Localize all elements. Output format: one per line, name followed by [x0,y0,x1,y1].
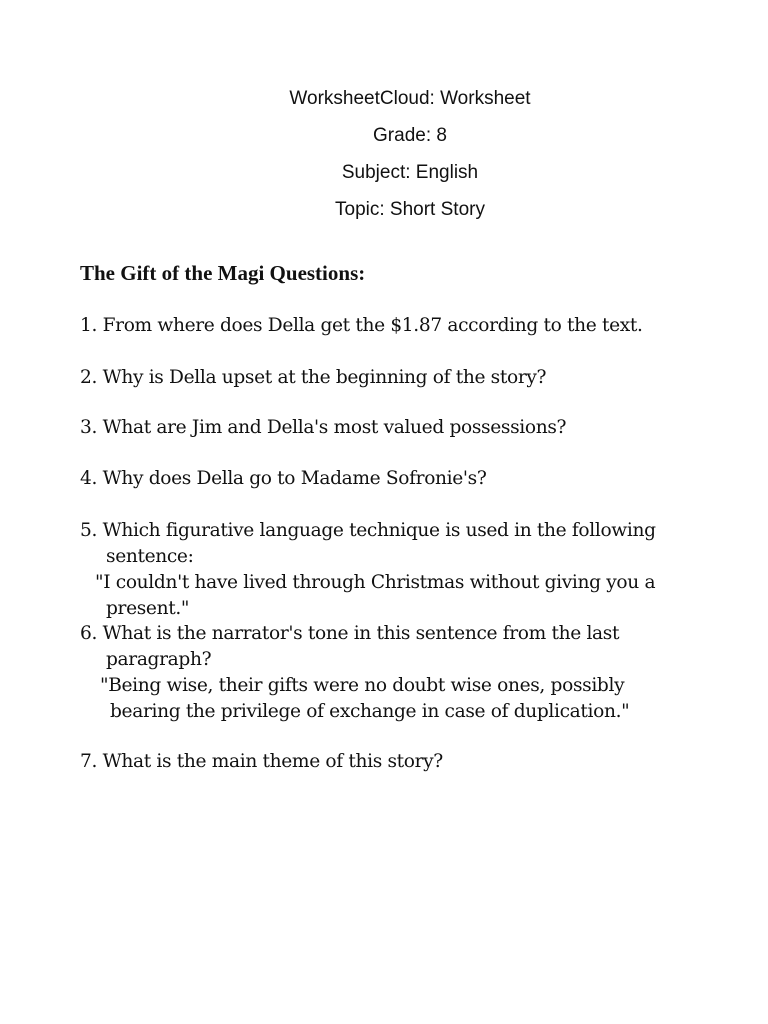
worksheet-header-title: WorksheetCloud: Worksheet [289,88,531,109]
topic-label: Topic: Short Story [335,199,485,220]
worksheet-heading: The Gift of the Magi Questions: [80,261,366,285]
question-6-quote-continuation: bearing the privilege of exchange in case of duplication." [110,701,630,722]
grade-label: Grade: 8 [373,125,447,146]
question-3: 3. What are Jim and Della's most valued possessions? [80,417,567,438]
question-5: 5. Which figurative language technique is used in the following [80,520,656,541]
question-6-quote: "Being wise, their gifts were no doubt wise ones, possibly [100,675,625,696]
question-5-continuation: sentence: [106,546,194,567]
subject-label: Subject: English [341,162,479,183]
question-6-continuation: paragraph? [106,649,212,670]
question-6: 6. What is the narrator's tone in this sentence from the last [80,623,620,644]
question-2: 2. Why is Della upset at the beginning of the story? [80,367,547,388]
question-5-quote-continuation: present." [106,598,190,619]
question-7: 7. What is the main theme of this story? [80,751,443,772]
question-4: 4. Why does Della go to Madame Sofronie's? [80,468,487,489]
question-1: 1. From where does Della get the $1.87 according to the text. [80,315,643,336]
question-5-quote: "I couldn't have lived through Christmas without giving you a [95,572,656,593]
